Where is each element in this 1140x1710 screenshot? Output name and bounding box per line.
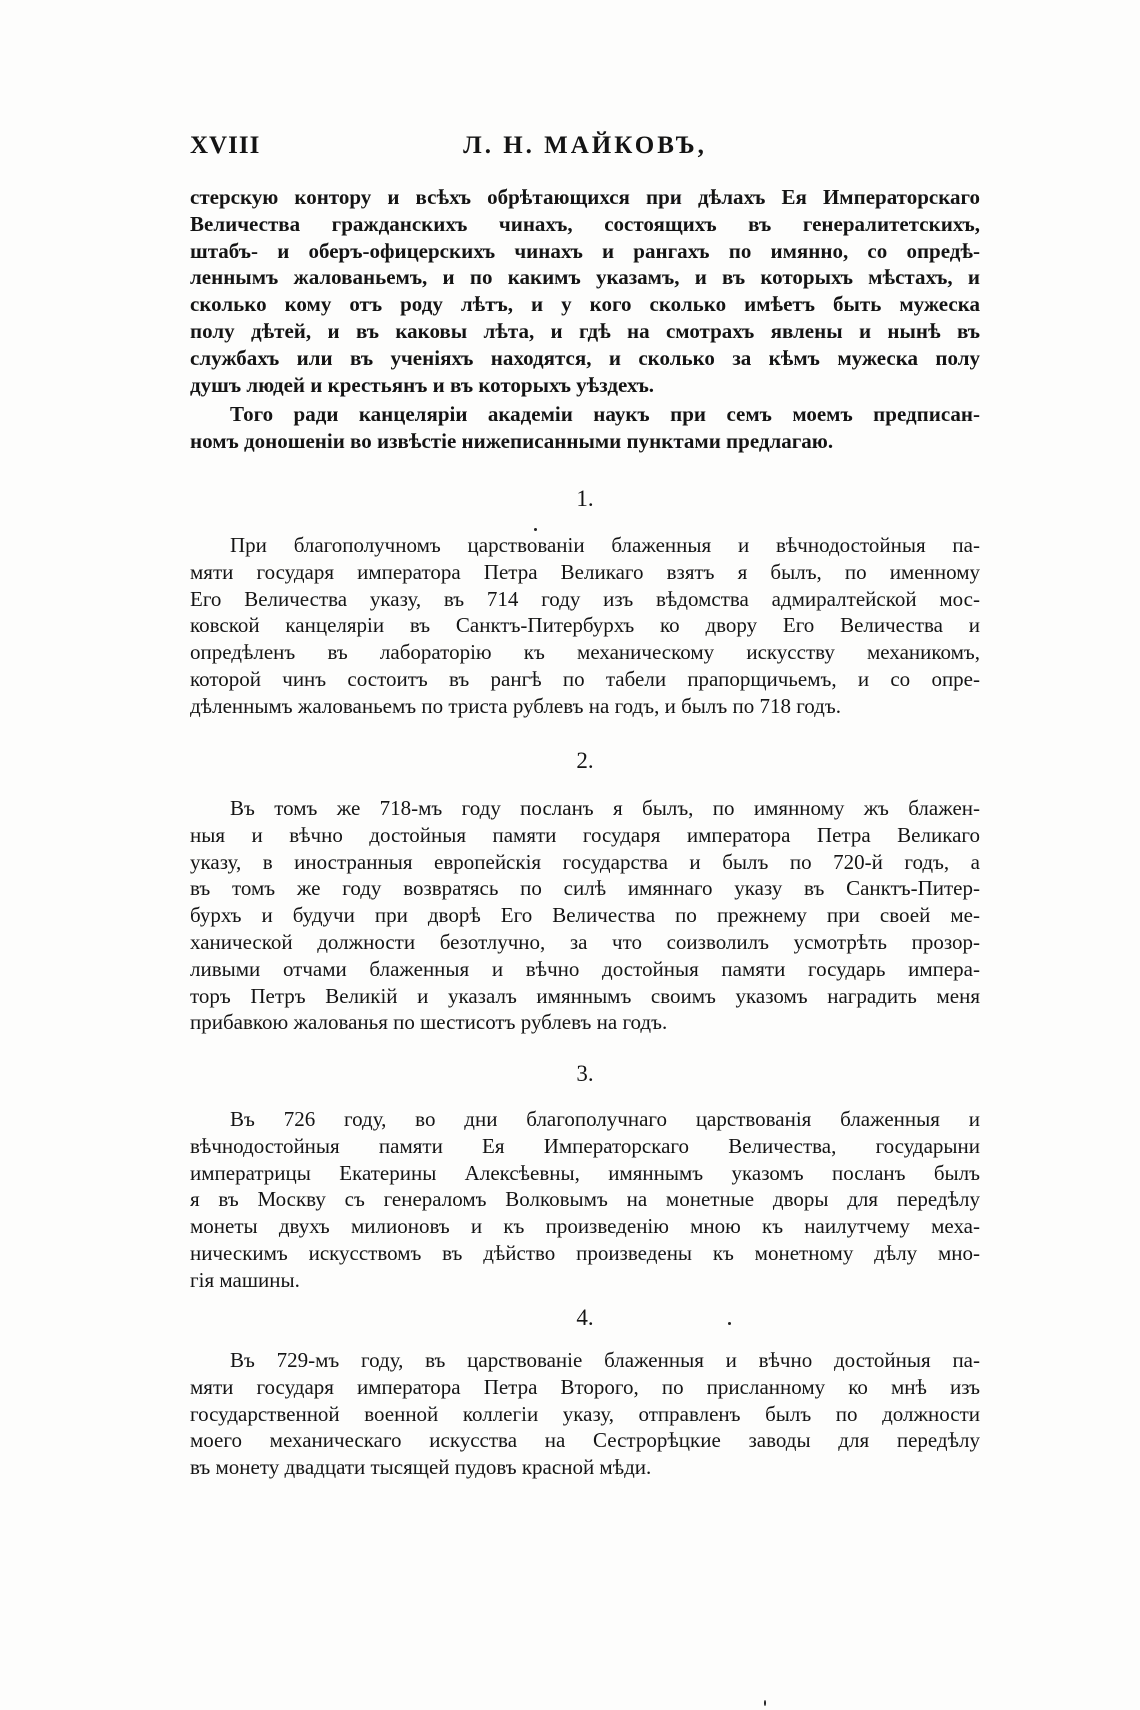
text-line: которой чинъ состоитъ въ рангѣ по табели прапорщичьемъ, и со опре-	[190, 666, 980, 691]
text-line: При благополучномъ царствованіи блаженныя и вѣчнодостойныя па-	[230, 533, 980, 557]
text-line: Величества гражданскихъ чинахъ, состоящихъ въ генералитетскихъ,	[190, 211, 980, 236]
section-number-3: 3.	[576, 1061, 594, 1086]
section-4-text	[190, 1347, 980, 1481]
text-line: Въ 729-мъ году, въ царствованіе блаженныя и вѣчно достойныя па-	[230, 1348, 980, 1372]
text-line: службахъ или въ ученіяхъ находятся, и сколько за кѣмъ мужеска полу	[190, 345, 980, 370]
text-line: опредѣленъ въ лабораторію къ механическому искусству механикомъ,	[190, 640, 980, 665]
text-line: монеты двухъ милионовъ и къ произведенію мною къ наилутчему меха-	[190, 1214, 980, 1239]
text-line: леннымъ жалованьемъ, и по какимъ указамъ, и въ которыхъ мѣстахъ, и	[190, 265, 980, 290]
text-line: торъ Петръ Великій и указалъ имяннымъ своимъ указомъ наградить меня	[190, 983, 980, 1008]
scan-speck	[764, 1700, 766, 1706]
text-line: вѣчнодостойныя памяти Ея Императорскаго Величества, государыни	[190, 1133, 980, 1158]
text-line: ныя и вѣчно достойныя памяти государя императора Петра Великаго	[190, 822, 980, 847]
text-line: указу, в иностранныя европейскія государства и былъ по 720-й годъ, а	[190, 849, 980, 874]
text-line: ническимъ искусствомъ въ дѣйство произведены къ монетному дѣлу мно-	[190, 1240, 980, 1265]
section-number-2: 2.	[576, 748, 594, 773]
text-line: Его Величества указу, въ 714 году изъ вѣдомства адмиралтейской мос-	[190, 586, 980, 611]
page-header	[190, 132, 980, 166]
text-line: стерскую контору и всѣхъ обрѣтающихся при дѣлахъ Ея Императорскаго	[190, 185, 980, 209]
text-line: штабъ- и оберъ-офицерскихъ чинахъ и рангахъ по имянно, со опредѣ-	[190, 238, 980, 263]
text-line: мяти государя императора Петра Великаго взятъ я былъ, по именному	[190, 559, 980, 584]
text-line: сколько кому отъ роду лѣтъ, и у кого сколько имѣетъ быть мужеска	[190, 292, 980, 317]
text-line: Въ 726 году, во дни благополучнаго царствованія блаженныя и	[230, 1107, 980, 1131]
text-line: я въ Москву съ генераломъ Волковымъ на монетные дворы для передѣлу	[190, 1187, 980, 1212]
section-1-text	[190, 532, 980, 720]
text-line: бурхъ и будучи при дворѣ Его Величества по прежнему при своей ме-	[190, 903, 980, 928]
scan-speck	[534, 528, 537, 531]
intro-paragraph-2	[190, 401, 980, 455]
text-line: въ монету двадцати тысящей пудовъ красной мѣди.	[190, 1455, 652, 1480]
text-line: душъ людей и крестьянъ и въ которыхъ уѣздехъ.	[190, 372, 655, 397]
text-line: ковской канцеляріи въ Санктъ-Питербурхъ ко двору Его Величества и	[190, 613, 980, 638]
running-head: Л. Н. МАЙКОВЪ,	[463, 132, 707, 159]
text-line: въ томъ же году возвратясь по силѣ имяннаго указу въ Санктъ-Питер-	[190, 876, 980, 901]
text-line: государственной военной коллегіи указу, отправленъ былъ по должности	[190, 1401, 980, 1426]
text-line: полу дѣтей, и въ каковы лѣта, и гдѣ на смотрахъ явлены и нынѣ въ	[190, 318, 980, 343]
section-number-1: 1.	[576, 486, 594, 511]
text-line: гія машины.	[190, 1267, 300, 1292]
text-line: прибавкою жалованья по шестисотъ рублевъ на годъ.	[190, 1010, 668, 1035]
text-line: моего механическаго искусства на Сестрорѣцкие заводы для передѣлу	[190, 1428, 980, 1453]
page-number: XVIII	[190, 132, 261, 159]
text-line: ханической должности безотлучно, за что соизволилъ усмотрѣть прозор-	[190, 929, 980, 954]
scan-speck	[728, 1322, 731, 1325]
text-line: дѣленнымъ жалованьемъ по триста рублевъ на годъ, и былъ по 718 годъ.	[190, 693, 841, 718]
intro-paragraph	[190, 184, 980, 398]
section-number-4: 4.	[576, 1305, 594, 1330]
text-line: номъ доношеніи во извѣстіе нижеписанными пунктами предлагаю.	[190, 428, 834, 453]
text-line: ливыми отчами блаженныя и вѣчно достойныя памяти государь импера-	[190, 956, 980, 981]
text-line: мяти государя императора Петра Второго, по присланному ко мнѣ изъ	[190, 1374, 980, 1399]
text-line: Того ради канцеляріи академіи наукъ при семъ моемъ предписан-	[230, 402, 980, 426]
section-2-text	[190, 795, 980, 1036]
text-line: императрицы Екатерины Алексѣевны, имяннымъ указомъ посланъ былъ	[190, 1160, 980, 1185]
section-3-text	[190, 1106, 980, 1294]
text-line: Въ томъ же 718-мъ году посланъ я былъ, по имянному жъ блажен-	[230, 796, 980, 820]
